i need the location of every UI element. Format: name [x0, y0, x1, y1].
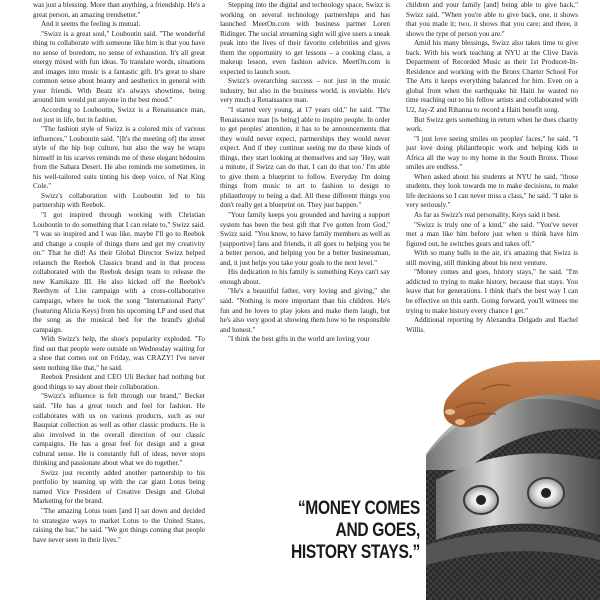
article-column-3 — [406, 1, 578, 373]
helmet-sculpture-icon — [426, 360, 600, 600]
paragraph: "Swizz's influence is felt through our brand," Becker said. "He has a great touch and feel for fashion. He collaborates with us on various products, such as our Basquiat collection as well as other classic products. He is also involved in the overall direction of our classic campaigns. He has a great feel for design and a great cultural sense. He is constantly full of ideas, never stops thinking and passionate about what we do together." — [33, 392, 205, 468]
paragraph: With Swizz's help, the shoe's popularity exploded. "To find out that people were outside on Wednesday waiting for a shoe that comes out on Friday, was CRAZY! I've never seen nothing like that," he said. — [33, 335, 205, 372]
paragraph: With so many balls in the air, it's amazing that Swizz is still moving, still thinking about his next venture. — [406, 249, 578, 267]
paragraph: As far as Swizz's real personality, Keys said it best. — [414, 211, 561, 220]
paragraph: was just a blessing. More than anything, a friendship. He's a great person, an amazing trendsetter." — [33, 1, 205, 19]
article-column-2 — [220, 1, 390, 457]
paragraph: Additional reporting by Alexandra Delgado and Rachel Willis. — [406, 316, 578, 334]
paragraph: When asked about his students at NYU he said, "those students, they look towards me to make decisions, to make life decisions so I can never miss a class," he said. "I take is very seriously." — [406, 172, 578, 210]
pull-quote-line: HISTORY STAYS.” — [291, 542, 420, 563]
paragraph: And it seems the feeling is mutual. — [41, 20, 141, 29]
paragraph: "The fashion style of Swizz is a colored mix of various influences," Louboutin said. "[It's the meeting of] the street style of the hip hop culture, but also the way he wraps himself in his scarves reminds me of these elegant bédouins from the Sahara Desert. He also reminds me sometimes, in his well-tailored suits tinting his deep voice, of Nat King Cole." — [33, 125, 205, 191]
paragraph: "Money comes and goes, history stays," he said. "I'm addicted to trying to make history, because that stays. You leave that for generations. I think that's the best way I can be effective on this earth. Going forward, you'll witness me trying to make history every chance I get." — [406, 268, 578, 315]
paragraph: Reebok President and CEO Uli Becker had nothing but good things to say about their collaboration. — [33, 373, 205, 391]
paragraph: "Swizz is a great soul," Louboutin said. "The wonderful thing to collaborate with someone like him is that you have no sense of boredom, no sense of exhaustion. It's all great energy mixed with fun ideas. To translate words, situations and images into music is a fantastic gift. It's great to share common sense about beauty and aesthetics in general with your friends. With Beatz it's always showtime, being around him would put anyone in the best mood." — [33, 29, 205, 105]
paragraph: But Swizz gets something in return when he does charity work. — [406, 115, 578, 134]
paragraph: "The amazing Lotus team [and I] sat down and decided to strategize ways to market Lotus to the United States, raising the bar," he said. "We got things coming that people have never seen in their lives." — [33, 506, 205, 544]
paragraph: "I started very young, at 17 years old," he said. "The Renaissance man [is being] able to inspire people. In order to get peoples' attention, it has to be announcements that they would never expect, partnerships they would never expect. And if they continue seeing me do these kinds of things, they start looking at themselves and say 'Hey, wait a minute, if Swizz can do that, I can do that too.' I'm able to give them a blueprint to follow. Everyday I'm doing things from music to art to fashion to design to philanthropy to being a dad. All these different things you don't really get a blueprint on. They just happen." — [220, 106, 390, 210]
helmet-sculpture-photo — [426, 360, 600, 600]
paragraph: His dedication to his family is something Keys can't say enough about. — [220, 268, 390, 286]
paragraph: Swizz's collaboration with Louboutin led to his partnership with Reebok. — [33, 191, 205, 210]
paragraph: children and your family [and] being able to give back," Swizz said. "When you're able to give back, one, it shows that you made it; two, it shows that you care; and three, it shows the type of person you are." — [406, 1, 578, 38]
paragraph: Swizz's overarching success – not just in the music industry, but also in the business world, is enviable. He's very much a Renaissance man. — [220, 77, 390, 105]
paragraph: Amid his many blessings, Swizz also takes time to give back. With his work teaching at NYU at the Clive Davis Department of Recorded Music as their 1st Producer-In-Residence and working with the Bronx Charter School For The Arts it keeps everything balanced for him. Even on a global front when the earthquake hit Haiti he wasted no time reaching out to his fellow artists and collaborated with U2, Jay-Z and Rihanna to record a Haiti benefit song. — [406, 39, 578, 115]
article-column-1 — [33, 1, 205, 600]
paragraph: "He's a beautiful father, very loving and giving," she said. "Nothing is more important than his children. He's fun and he loves to play jokes and make them laugh, but he's also very good at showing them how to be responsible and honest." — [220, 287, 390, 334]
pull-quote-line: “MONEY COMES AND GOES, — [297, 498, 420, 541]
paragraph: According to Louboutin, Swizz is a Renaissance man, not just in life, but in fashion. — [33, 106, 205, 124]
paragraph: "I just love seeing smiles on peoples' faces," he said. "I just love doing philanthropic work and helping kids in Africa all the way to my home in the South Bronx. Those smiles are endless." — [406, 134, 578, 172]
paragraph: "Swizz is truly one of a kind," she said. "You've never met a man like him before just when u think have him figured out, he switches gears and takes off." — [406, 220, 578, 248]
paragraph: "Your family keeps you grounded and having a support system has been the best gift that I've gotten from God," Swizz said. "You know, to have family members as well as [supportive] fans and friends, it all goes to helping you be a better person, and helping you be a better businessman, and, it just helps you take your goals to the next level." — [220, 211, 390, 267]
paragraph: "I think the best gifts in the world are loving your — [228, 335, 370, 344]
paragraph: Swizz just recently added another partnership to his portfolio by teaming up with the car giant Lotus being named Vice President of Creative Design and Global Marketing for the brand. — [33, 468, 205, 506]
paragraph: Stepping into the digital and technology space, Swizz is working on several technology partnerships and has launched MeetOn.com with business partner Loren Ridinger. The social streaming sight will give users a sneak peak into the lives of their favorite celebrities and gives them the opportunity to get lessons – a cooking class, a makeup lesson, even fashion advice. MeetOn.com is expected to launch soon. — [220, 1, 390, 76]
paragraph: "I got inspired through working with Christian Louboutin to do something that I can relate to," Swizz said. "I was so inspired and I was like, maybe I'll go to Reebok and change a couple of things there and get my creativity on." That he did! As their Global Director Swizz helped relaunch the Reebok Classics brand and in that process collaborated with the Reebok design team to release the new Kamikaze III. He also kicked off the Reebok's Reethym of Lite campaign with a cross-collaborative campaign, where he took the song "International Party" (featuring Alicia Keys) from his upcoming LP and used that the song as the musical bed for the brand's global campaign. — [33, 211, 205, 334]
pull-quote — [281, 498, 420, 564]
